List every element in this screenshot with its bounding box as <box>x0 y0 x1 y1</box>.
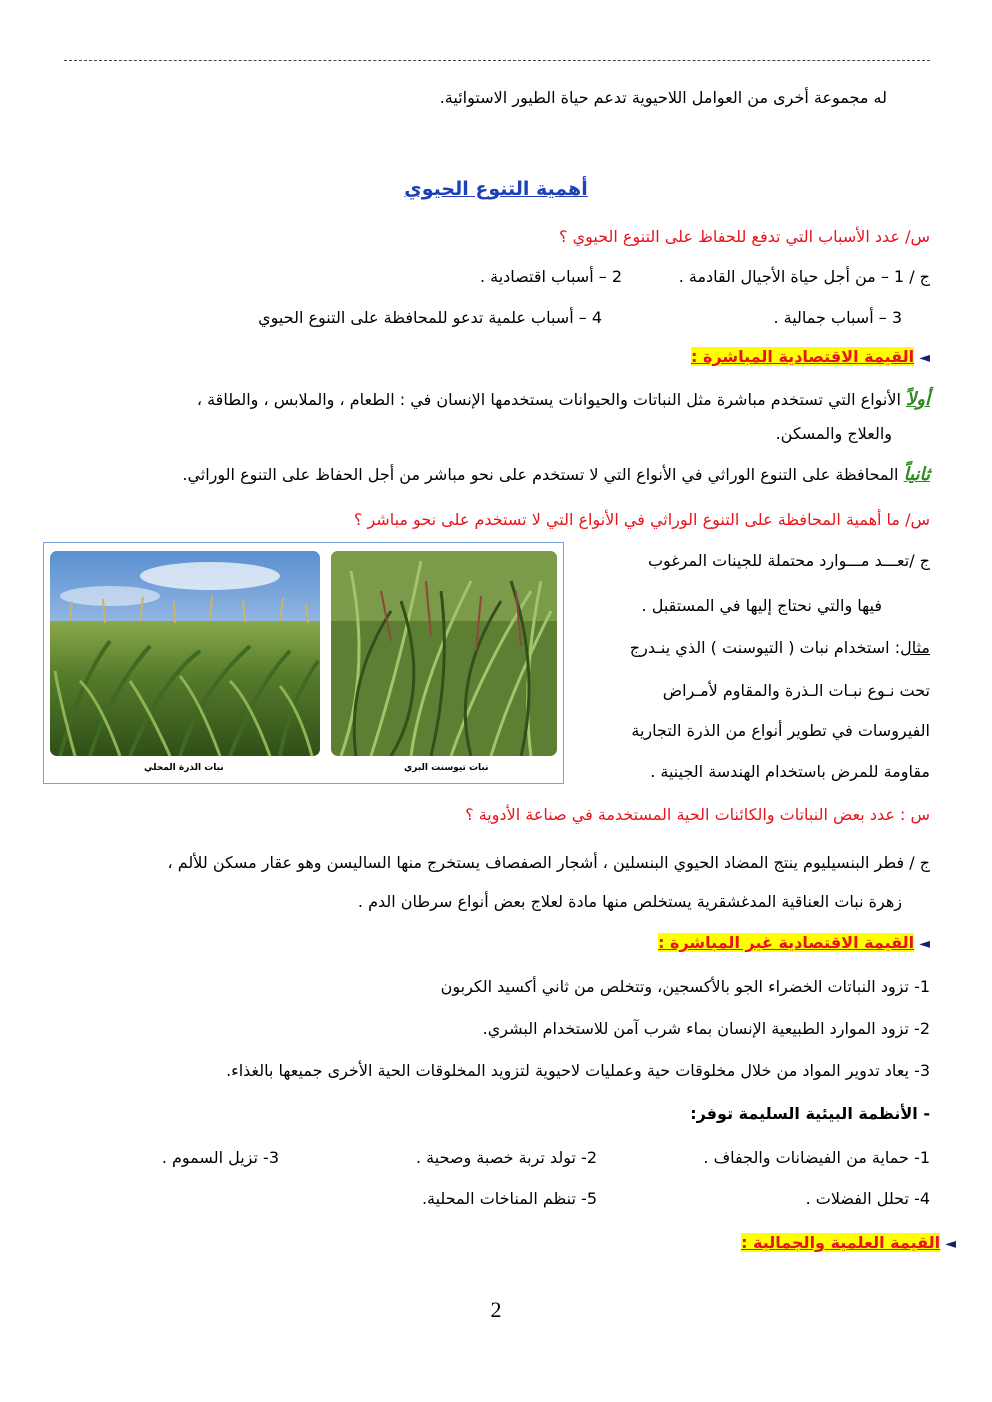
bullet-pointer-icon: ◄ <box>919 350 930 366</box>
answer-2-line-4: تحت نـوع نبـات الـذرة والمقاوم لأمـراض <box>662 681 930 700</box>
page-number: 2 <box>490 1297 502 1322</box>
teosinte-caption: نبات تيوسنت البري <box>404 763 489 773</box>
answer-1-item-1: ج / 1 – من أجل حياة الأجيال القادمة . <box>678 267 930 286</box>
eco-item-1: 1- حماية من الفيضانات والجفاف . <box>703 1148 930 1167</box>
answer-2-line-3 <box>630 638 930 657</box>
indirect-item-3: 3- يعاد تدوير المواد من خلال مخلوقات حية وعمليات لاحيوية لتزويد المخلوقات الحية الأخرى جميعها بالغذاء. <box>226 1061 930 1080</box>
indirect-item-2: 2- تزود الموارد الطبيعية الإنسان بماء شرب آمن للاستخدام البشري. <box>482 1019 930 1038</box>
heading-science-value <box>741 1233 956 1252</box>
answer-2-line-5: الفيروسات في تطوير أنواع من الذرة التجارية <box>631 721 930 740</box>
answer-1-item-4: 4 – أسباب علمية تدعو للمحافظة على التنوع الحيوي <box>258 308 602 327</box>
question-3: س : عدد بعض النباتات والكائنات الحية المستخدمة في صناعة الأدوية ؟ <box>465 805 930 824</box>
eco-heading: - الأنظمة البيئية السليمة توفر: <box>690 1104 930 1123</box>
bullet-pointer-icon: ◄ <box>945 1236 956 1252</box>
heading-indirect-value <box>658 933 930 952</box>
top-line: له مجموعة أخرى من العوامل اللاحيوية تدعم حياة الطيور الاستوائية. <box>439 88 887 107</box>
first-text-line-2: والعلاج والمسكن. <box>775 424 892 443</box>
eco-item-3: 3- تزيل السموم . <box>161 1148 279 1167</box>
indirect-item-1: 1- تزود النباتات الخضراء الجو بالأكسجين، وتتخلص من ثاني أكسيد الكربون <box>440 977 930 996</box>
eco-item-5: 5- تنظم المناخات المحلية. <box>421 1189 597 1208</box>
first-point <box>197 389 930 410</box>
heading-science-label: القيمة العلمية والجمالية : <box>741 1233 941 1252</box>
page-title: أهمية التنوع الحيوي <box>404 178 588 200</box>
second-label: ثانياً <box>903 464 930 485</box>
local-corn-photo <box>50 551 320 756</box>
example-text: : استخدام نبات ( التيوسنت ) الذي ينـدرج <box>629 638 901 657</box>
bullet-pointer-icon: ◄ <box>919 936 930 952</box>
second-text: المحافظة على التنوع الوراثي في الأنواع التي لا تستخدم على نحو مباشر من أجل الحفاظ على التنوع الوراثي. <box>182 465 899 484</box>
answer-2-line-6: مقاومة للمرض باستخدام الهندسة الجينية . <box>650 762 930 781</box>
eco-item-2: 2- تولد تربة خصبة وصحية . <box>416 1148 597 1167</box>
heading-indirect-label: القيمة الاقتصادية غير المباشرة : <box>658 933 915 952</box>
answer-2-line-2: فيها والتي نحتاج إليها في المستقبل . <box>641 596 882 615</box>
answer-3-line-2: زهرة نبات العناقية المدغشقرية يستخلص منها مادة لعلاج بعض أنواع سرطان الدم . <box>357 892 902 911</box>
question-1: س/ عدد الأسباب التي تدفع للحفاظ على التنوع الحيوي ؟ <box>559 227 930 246</box>
answer-2-line-1: ج /تعـــد مـــوارد محتملة للجينات المرغوب <box>647 551 930 570</box>
heading-direct-value <box>691 347 930 366</box>
example-label: مثال <box>900 638 930 657</box>
heading-direct-label: القيمة الاقتصادية المباشرة : <box>691 347 915 366</box>
answer-3-line-1: ج / فطر البنسيليوم ينتج المضاد الحيوي البنسلين ، أشجار الصفصاف يستخرج منها الساليسن وهو عقار مسكن للألم ، <box>167 853 930 872</box>
answer-1-item-3: 3 – أسباب جمالية . <box>773 308 902 327</box>
local-corn-caption: نبات الذرة المحلي <box>144 763 224 773</box>
dashed-separator <box>64 60 930 61</box>
first-text-line-1: الأنواع التي تستخدم مباشرة مثل النباتات والحيوانات يستخدمها الإنسان في : الطعام ، والملابس ، والطاقة ، <box>196 390 901 409</box>
question-2: س/ ما أهمية المحافظة على التنوع الوراثي في الأنواع التي لا تستخدم على نحو مباشر ؟ <box>353 510 930 529</box>
eco-item-4: 4- تحلل الفضلات . <box>805 1189 930 1208</box>
first-label: أولاً <box>906 389 930 410</box>
answer-1-item-2: 2 – أسباب اقتصادية . <box>479 267 622 286</box>
corn-photos-frame <box>43 542 564 784</box>
wild-teosinte-photo <box>331 551 557 756</box>
second-point <box>182 464 930 485</box>
